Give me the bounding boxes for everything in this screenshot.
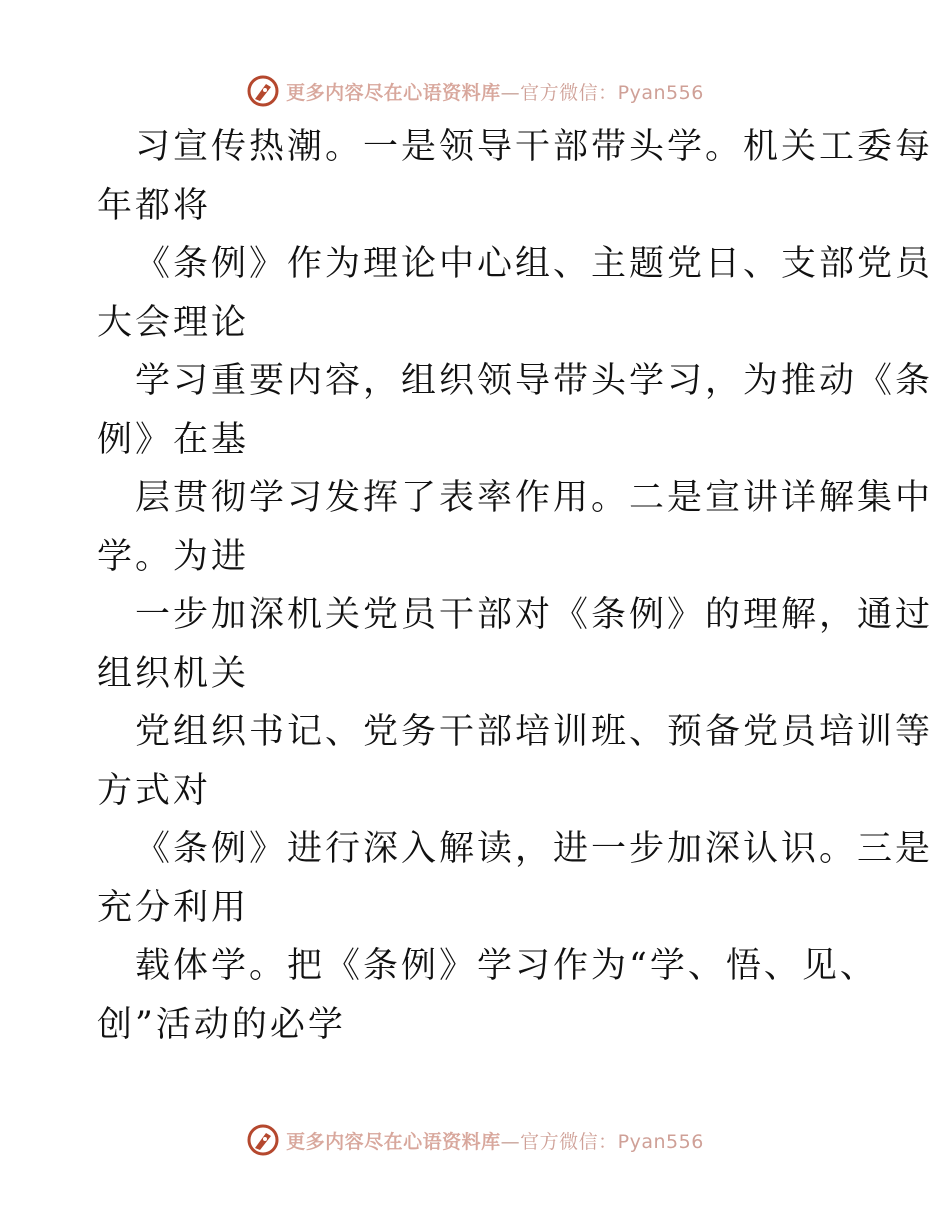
paragraph-line: 学。为进 (97, 536, 250, 577)
paragraph-line: 习宣传热潮。一是领导干部带头学。机关工委每 (135, 127, 934, 167)
paragraph-line: 年都将 (97, 185, 212, 226)
paragraph-line: 载体学。把《条例》学习作为“学、悟、见、 (135, 946, 878, 986)
footer-watermark (0, 1122, 950, 1158)
watermark-site-text: 更多内容尽在心语资料库 (286, 81, 501, 104)
paragraph-line: 组织机关 (97, 653, 250, 694)
watermark-wechat-text: 官方微信：Pyan556 (520, 81, 704, 104)
watermark-site-text: 更多内容尽在心语资料库 (286, 1130, 501, 1153)
pen-nib-circle-icon (246, 1123, 280, 1157)
paragraph-line: 《条例》进行深入解读，进一步加深认识。三是 (135, 829, 934, 869)
paragraph-line: 党组织书记、党务干部培训班、预备党员培训等 (135, 712, 934, 752)
paragraph-line: 《条例》作为理论中心组、主题党日、支部党员 (135, 244, 934, 284)
pen-nib-circle-icon (246, 74, 280, 108)
watermark-text (286, 1127, 704, 1154)
header-watermark (0, 73, 950, 109)
paragraph-line: 创”活动的必学 (97, 1004, 346, 1045)
watermark-text (286, 78, 704, 105)
watermark-separator: — (500, 1130, 521, 1153)
paragraph-line: 层贯彻学习发挥了表率作用。二是宣讲详解集中 (135, 478, 934, 518)
watermark-separator: — (500, 81, 521, 104)
watermark-wechat-text: 官方微信：Pyan556 (520, 1130, 704, 1153)
paragraph-line: 例》在基 (97, 419, 250, 460)
document-body (97, 118, 934, 1054)
paragraph-line: 大会理论 (97, 302, 250, 343)
paragraph-line: 学习重要内容，组织领导带头学习，为推动《条 (135, 361, 934, 401)
paragraph-line: 一步加深机关党员干部对《条例》的理解，通过 (135, 595, 934, 635)
paragraph-line: 充分利用 (97, 887, 250, 928)
paragraph-line: 方式对 (97, 770, 212, 811)
